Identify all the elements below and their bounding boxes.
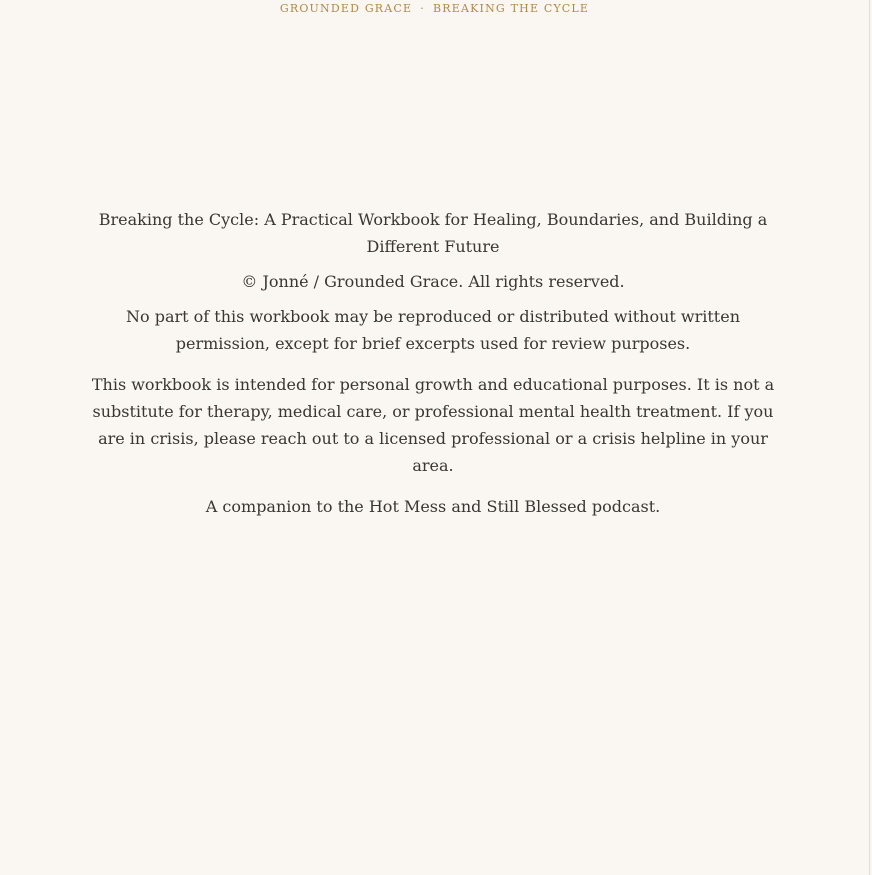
workbook-title: Breaking the Cycle: A Practical Workbook for Healing, Boundaries, and Building a Different Future bbox=[98, 210, 768, 256]
header-separator: · bbox=[420, 2, 425, 15]
permission-notice: No part of this workbook may be reproduced or distributed without written permission, except for brief excerpts used for review purposes. bbox=[126, 307, 740, 353]
disclaimer-text: This workbook is intended for personal growth and educational purposes. It is not a substitute for therapy, medical care, or professional mental health treatment. If you are in crisis, please reach out to a licensed professional or a crisis helpline in your area. bbox=[91, 375, 775, 475]
running-header bbox=[0, 3, 869, 15]
companion-note: A companion to the Hot Mess and Still Blessed podcast. bbox=[205, 497, 661, 516]
header-brand: GROUNDED GRACE bbox=[279, 2, 413, 15]
header-section: BREAKING THE CYCLE bbox=[433, 2, 590, 15]
copyright-notice: © Jonné / Grounded Grace. All rights reserved. bbox=[241, 272, 625, 291]
copyright-block bbox=[88, 206, 778, 534]
